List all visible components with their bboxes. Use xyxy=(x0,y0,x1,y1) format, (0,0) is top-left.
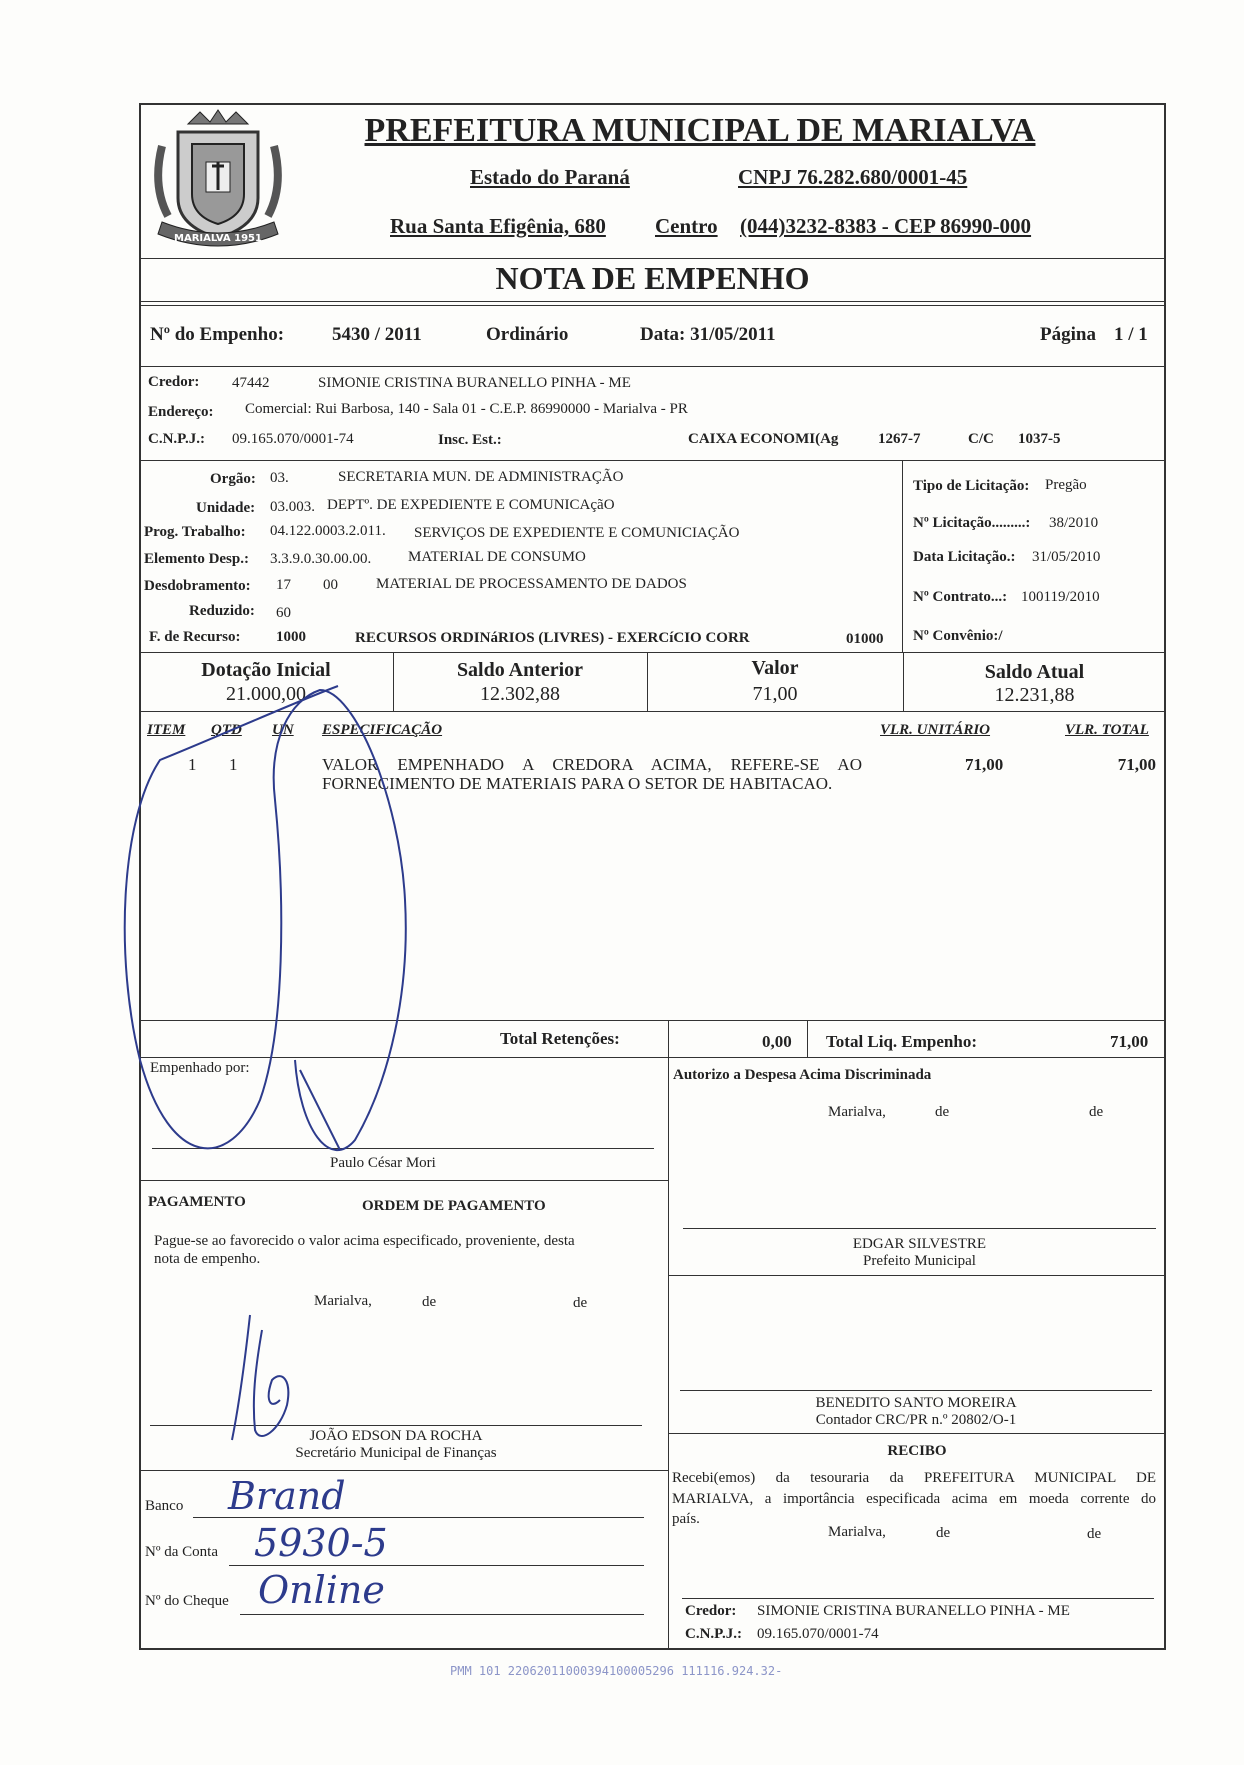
banco-handwritten: Brand xyxy=(228,1474,346,1518)
col-especificacao: ESPECIFICAÇÃO xyxy=(322,722,443,738)
page-label: Página xyxy=(1040,324,1096,345)
col-qtd: QTD xyxy=(211,722,242,738)
orgao-label: Orgão: xyxy=(210,471,256,487)
empenho-signature-loop xyxy=(125,686,406,1150)
header-cnpj: CNPJ 76.282.680/0001-45 xyxy=(738,165,968,189)
paulo-signature xyxy=(300,1070,340,1150)
cc-number: 1037-5 xyxy=(1018,431,1061,447)
item-vlr-total: 71,00 xyxy=(1117,755,1156,774)
ordem-pagamento-label: ORDEM DE PAGAMENTO xyxy=(362,1198,546,1214)
saldo-atual-label: Saldo Atual xyxy=(984,661,1085,683)
convenio-label: Nº Convênio:/ xyxy=(913,628,1003,644)
contador-role: Contador CRC/PR n.º 20802/O-1 xyxy=(815,1412,1017,1428)
credor-name: SIMONIE CRISTINA BURANELLO PINHA - ME xyxy=(318,375,631,391)
prog-code: 04.122.0003.2.011. xyxy=(270,523,386,539)
empenho-number: 5430 / 2011 xyxy=(332,324,422,345)
recibo-credor-name: SIMONIE CRISTINA BURANELLO PINHA - ME xyxy=(757,1603,1070,1619)
pagamento-label: PAGAMENTO xyxy=(148,1194,246,1210)
footer-scan-code: PMM 101 22062011000394100005296 111116.924.32- xyxy=(450,1664,783,1678)
liq-value: 71,00 xyxy=(1110,1032,1149,1051)
header-state: Estado do Paraná xyxy=(470,165,630,189)
empenhado-label: Empenhado por: xyxy=(150,1060,250,1076)
desd-code1: 17 xyxy=(276,577,291,593)
recibo-credor-label: Credor: xyxy=(685,1603,737,1619)
recurso-code: 1000 xyxy=(276,629,306,645)
page-number: 1 / 1 xyxy=(1114,324,1148,345)
autorizo-de1: de xyxy=(935,1104,950,1120)
recurso-name: RECURSOS ORDINáRIOS (LIVRES) - EXERCíCIO CORR xyxy=(355,630,750,646)
orgao-code: 03. xyxy=(270,470,289,486)
credor-cnpj: 09.165.070/0001-74 xyxy=(232,431,354,447)
saldo-anterior-label: Saldo Anterior xyxy=(456,659,584,681)
credor-cnpj-label: C.N.P.J.: xyxy=(148,431,205,447)
banco-label: Banco xyxy=(145,1498,184,1514)
empenho-type: Ordinário xyxy=(486,324,569,345)
conta-handwritten: 5930-5 xyxy=(254,1521,388,1565)
desd-code2: 00 xyxy=(323,577,338,593)
recibo-line1: Recebi(emos) da tesouraria da PREFEITURA MUNICIPAL DE xyxy=(672,1470,1156,1486)
recurso-code2: 01000 xyxy=(846,631,884,647)
recibo-de2: de xyxy=(1087,1526,1102,1542)
secretario-role: Secretário Municipal de Finanças xyxy=(295,1445,497,1461)
seal-banner-text: MARIALVA 1951 xyxy=(174,233,262,244)
credor-label: Credor: xyxy=(148,374,200,390)
col-un: UN xyxy=(272,722,294,738)
dotacao-value: 21.000,00 xyxy=(226,683,306,705)
licitacao-type: Pregão xyxy=(1045,477,1087,493)
item-spec-line2: FORNECIMENTO DE MATERIAIS PARA O SETOR DE HABITACAO. xyxy=(322,774,833,793)
liq-label: Total Liq. Empenho: xyxy=(826,1032,977,1051)
autorizo-label: Autorizo a Despesa Acima Discriminada xyxy=(673,1067,932,1083)
unidade-code: 03.003. xyxy=(270,499,315,515)
secretario-signature xyxy=(232,1315,288,1440)
recurso-label: F. de Recurso: xyxy=(149,629,241,645)
doc-title: NOTA DE EMPENHO xyxy=(495,260,810,296)
item-number: 1 xyxy=(188,755,197,774)
recibo-line3: país. xyxy=(672,1511,700,1527)
licitacao-num-label: Nº Licitação.........: xyxy=(913,515,1031,531)
contrato-number: 100119/2010 xyxy=(1021,589,1100,605)
insc-label: Insc. Est.: xyxy=(438,432,502,448)
valor-label: Valor xyxy=(751,657,799,679)
reduzido-label: Reduzido: xyxy=(189,603,255,619)
recibo-cnpj: 09.165.070/0001-74 xyxy=(757,1626,879,1642)
pagamento-city: Marialva, xyxy=(314,1293,372,1309)
unidade-name: DEPTº. DE EXPEDIENTE E COMUNICAçãO xyxy=(327,497,615,513)
recibo-city: Marialva, xyxy=(828,1524,886,1540)
retencoes-value: 0,00 xyxy=(762,1032,792,1051)
elem-name: MATERIAL DE CONSUMO xyxy=(408,549,586,565)
pagamento-de1: de xyxy=(422,1294,437,1310)
empenho-label: Nº do Empenho: xyxy=(150,324,285,345)
col-item: ITEM xyxy=(147,722,186,738)
licitacao-type-label: Tipo de Licitação: xyxy=(913,478,1030,494)
bank-agency: 1267-7 xyxy=(878,431,921,447)
header-title: PREFEITURA MUNICIPAL DE MARIALVA xyxy=(364,112,1036,149)
cheque-label: Nº do Cheque xyxy=(145,1593,229,1609)
pagamento-text1: Pague-se ao favorecido o valor acima especificado, proveniente, desta xyxy=(154,1233,575,1249)
reduzido-value: 60 xyxy=(276,605,291,621)
prog-name: SERVIÇOS DE EXPEDIENTE E COMUNICIAÇÃO xyxy=(414,525,740,541)
recibo-line2: MARIALVA, a importância especificada acima em moeda corrente do xyxy=(672,1491,1156,1507)
pagamento-de2: de xyxy=(573,1295,588,1311)
prefeito-role: Prefeito Municipal xyxy=(863,1253,976,1269)
desd-label: Desdobramento: xyxy=(144,578,251,594)
empenhado-name: Paulo César Mori xyxy=(330,1155,436,1171)
col-vlr-unitario: VLR. UNITÁRIO xyxy=(880,722,991,738)
retencoes-label: Total Retenções: xyxy=(500,1029,620,1048)
recibo-label: RECIBO xyxy=(887,1443,947,1459)
recibo-de1: de xyxy=(936,1525,951,1541)
secretario-name: JOÃO EDSON DA ROCHA xyxy=(309,1428,483,1444)
autorizo-city: Marialva, xyxy=(828,1104,886,1120)
saldo-atual-value: 12.231,88 xyxy=(994,684,1075,706)
licitacao-num: 38/2010 xyxy=(1049,515,1099,531)
item-qtd: 1 xyxy=(229,755,238,774)
dotacao-label: Dotação Inicial xyxy=(201,659,331,681)
cheque-handwritten: Online xyxy=(258,1568,385,1612)
credor-code: 47442 xyxy=(232,375,270,391)
empenho-date: Data: 31/05/2011 xyxy=(640,324,776,345)
contador-name: BENEDITO SANTO MOREIRA xyxy=(815,1395,1017,1411)
orgao-name: SECRETARIA MUN. DE ADMINISTRAÇÃO xyxy=(338,469,624,485)
conta-label: Nº da Conta xyxy=(145,1544,218,1560)
autorizo-de2: de xyxy=(1089,1104,1104,1120)
elem-label: Elemento Desp.: xyxy=(144,551,249,567)
item-spec-line1: VALOR EMPENHADO A CREDORA ACIMA, REFERE-SE AO xyxy=(322,755,862,774)
address-label: Endereço: xyxy=(148,404,214,420)
header-phone-cep: (044)3232-8383 - CEP 86990-000 xyxy=(740,214,1032,238)
prog-label: Prog. Trabalho: xyxy=(144,524,246,540)
desd-name: MATERIAL DE PROCESSAMENTO DE DADOS xyxy=(376,576,687,592)
contrato-label: Nº Contrato...: xyxy=(913,589,1008,605)
header-street: Rua Santa Efigênia, 680 xyxy=(390,214,606,238)
licitacao-date-label: Data Licitação.: xyxy=(913,549,1016,565)
cc-label: C/C xyxy=(968,431,994,447)
recibo-cnpj-label: C.N.P.J.: xyxy=(685,1626,742,1642)
header-district: Centro xyxy=(655,214,718,238)
valor-value: 71,00 xyxy=(752,683,798,705)
item-vlr-unitario: 71,00 xyxy=(965,755,1004,774)
bank-name: CAIXA ECONOMI(Ag xyxy=(688,431,839,447)
elem-code: 3.3.9.0.30.00.00. xyxy=(270,551,372,567)
col-vlr-total: VLR. TOTAL xyxy=(1065,722,1149,738)
credor-address: Comercial: Rui Barbosa, 140 - Sala 01 - C.E.P. 86990000 - Marialva - PR xyxy=(245,401,688,417)
pagamento-text2: nota de empenho. xyxy=(154,1251,261,1267)
prefeito-name: EDGAR SILVESTRE xyxy=(852,1236,987,1252)
unidade-label: Unidade: xyxy=(196,500,256,516)
saldo-anterior-value: 12.302,88 xyxy=(480,683,560,705)
licitacao-date: 31/05/2010 xyxy=(1032,549,1101,565)
